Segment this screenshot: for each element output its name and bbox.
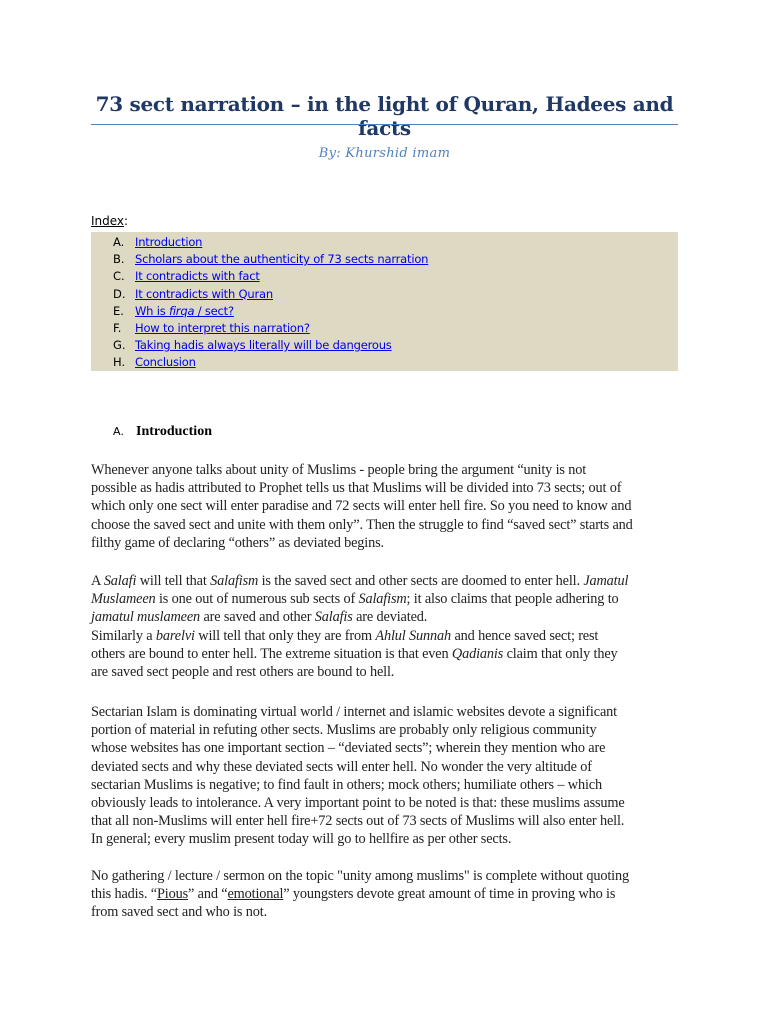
text-run: ” and “: [188, 886, 228, 903]
paragraph-line: [91, 776, 681, 794]
index-item: [91, 251, 428, 268]
paragraph: [91, 572, 681, 681]
italic-term: jamatul muslameen: [91, 609, 201, 626]
paragraph-line: [91, 479, 681, 497]
text-run: It contradicts with fact: [135, 269, 260, 284]
text-run: How to interpret this narration?: [135, 320, 310, 335]
index-item-letter: F.: [113, 320, 122, 335]
section-letter: A.: [113, 425, 124, 438]
italic-term: Qadianis: [451, 645, 504, 662]
text-run: A: [91, 573, 104, 589]
document-title: 73 sect narration – in the light of Quran, Hadees and facts: [95, 92, 674, 140]
index-item-letter: C.: [113, 269, 125, 284]
index-box: [91, 232, 678, 371]
index-item-letter: E.: [113, 303, 124, 318]
text-run: whose websites has one important section – “deviated sects”; wherein they mention who are: [91, 740, 606, 757]
italic-term: Jamatul: [583, 573, 629, 589]
text-run: ; it also claims that people adhering to: [406, 591, 619, 608]
paragraph-line: [91, 663, 681, 681]
text-run: this hadis. “: [91, 886, 157, 903]
index-link[interactable]: [135, 269, 260, 283]
index-item-letter: G.: [113, 338, 126, 353]
italic-term: barelvi: [155, 627, 195, 644]
paragraph-line: [91, 497, 681, 515]
author-byline: By: Khurshid imam: [318, 146, 451, 161]
paragraph-line: [91, 627, 681, 645]
text-run: In general; every muslim present today will go to hellfire as per other sects.: [91, 831, 512, 848]
italic-term: Salafism: [358, 591, 407, 608]
text-run: which only one sect will enter paradise and 72 sects will enter hell fire. So you need to know and: [91, 498, 632, 515]
paragraph: [91, 461, 681, 552]
index-item: [91, 234, 428, 251]
index-item-letter: H.: [113, 355, 126, 370]
text-run: choose the saved sect and unite with them only”. Then the struggle to find “saved sect” starts and: [91, 516, 633, 533]
paragraph-line: [91, 645, 681, 663]
text-run: No gathering / lecture / sermon on the topic "unity among muslims" is complete without quoting: [91, 868, 629, 884]
underlined-term: emotional: [227, 886, 284, 903]
text-run: Conclusion: [135, 355, 196, 370]
index-list: [91, 234, 428, 372]
paragraph-line: [91, 758, 681, 776]
paragraph-line: [91, 703, 681, 721]
text-run: Whenever anyone talks about unity of Muslims - people bring the argument “unity is not: [91, 462, 587, 478]
text-run: portion of material in refuting other sects. Muslims are probably only religious community: [91, 722, 597, 739]
italic-term: Salafis: [314, 609, 353, 626]
index-link[interactable]: [135, 287, 273, 301]
italic-term: Ahlul Sunnah: [375, 627, 452, 644]
text-run: Taking hadis always literally will be dangerous: [135, 338, 392, 353]
text-run: will tell that: [136, 573, 211, 589]
text-run: sectarian Muslims is negative; to find fault in others; mock others; humiliate others – which: [91, 776, 602, 793]
paragraph-line: [91, 590, 681, 608]
index-link[interactable]: [135, 321, 310, 335]
paragraph-line: [91, 830, 681, 848]
paragraph-line: [91, 721, 681, 739]
text-run: is one out of numerous sub sects of: [155, 591, 359, 608]
text-run: and hence saved sect; rest: [451, 627, 599, 644]
text-run: are deviated.: [352, 609, 428, 626]
paragraph-line: [91, 867, 681, 885]
text-run: Similarly a: [91, 627, 156, 644]
index-item-letter: A.: [113, 235, 125, 249]
text-run: possible as hadis attributed to Prophet tells us that Muslims will be divided into 73 sects; out of: [91, 480, 622, 497]
index-link[interactable]: [135, 355, 196, 369]
italic-term: Muslameen: [91, 591, 156, 608]
index-link[interactable]: [135, 252, 428, 266]
text-run: / sect?: [194, 303, 234, 318]
text-run: It contradicts with Quran: [135, 286, 273, 301]
index-link[interactable]: [135, 338, 392, 352]
text-run: from saved sect and who is not.: [91, 904, 268, 921]
text-run: Introduction: [135, 235, 203, 249]
paragraph-line: [91, 608, 681, 626]
paragraph-line: [91, 572, 681, 590]
section-title: Introduction: [136, 424, 212, 439]
paragraph: [91, 703, 681, 849]
italic-term: Salafi: [103, 573, 137, 589]
text-run: filthy game of declaring “others” as deviated begins.: [91, 534, 384, 551]
paragraph-line: [91, 516, 681, 534]
paragraph-line: [91, 461, 681, 479]
text-run: deviated sects and why these deviated sects will enter hell. No wonder the very altitude of: [91, 758, 592, 775]
paragraph-line: [91, 739, 681, 757]
paragraph-line: [91, 812, 681, 830]
text-run: Wh is: [135, 303, 169, 318]
title-divider: [91, 124, 678, 125]
text-run: are saved sect people and rest others are bound to hell.: [91, 664, 395, 681]
paragraph-line: [91, 534, 681, 552]
text-run: is the saved sect and other sects are doomed to enter hell.: [258, 573, 584, 589]
italic-term: firqa: [168, 303, 195, 318]
paragraph: [91, 867, 681, 922]
paragraph-line: [91, 794, 681, 812]
text-run: will tell that only they are from: [194, 627, 376, 644]
paragraph-line: [91, 885, 681, 903]
text-run: are saved and other: [200, 609, 315, 626]
index-item-letter: B.: [113, 252, 125, 267]
text-run: Scholars about the authenticity of 73 sects narration: [135, 252, 429, 267]
index-item: [91, 303, 428, 320]
text-run: others are bound to enter hell. The extreme situation is that even: [91, 645, 452, 662]
index-link[interactable]: [135, 235, 202, 249]
index-item: [91, 337, 428, 354]
section-heading: [113, 424, 212, 440]
index-link[interactable]: [135, 304, 234, 318]
text-run: that all non-Muslims will enter hell fire+72 sects out of 73 sects of Muslims will also enter hell.: [91, 813, 625, 830]
index-item: [91, 268, 428, 285]
text-run: obviously leads to intolerance. A very important point to be noted is that: these muslims assume: [91, 795, 625, 812]
index-item: [91, 320, 428, 337]
text-run: ” youngsters devote great amount of time in proving who is: [283, 886, 616, 903]
index-item: [91, 286, 428, 303]
italic-term: Salafism: [210, 573, 259, 589]
underlined-term: Pious: [156, 886, 189, 903]
text-run: Sectarian Islam is dominating virtual world / internet and islamic websites devote a significant: [91, 704, 617, 720]
index-item: [91, 354, 428, 371]
index-item-letter: D.: [113, 286, 126, 301]
paragraph-line: [91, 903, 681, 921]
index-heading: Index:: [91, 214, 129, 228]
text-run: claim that only they: [503, 645, 618, 662]
